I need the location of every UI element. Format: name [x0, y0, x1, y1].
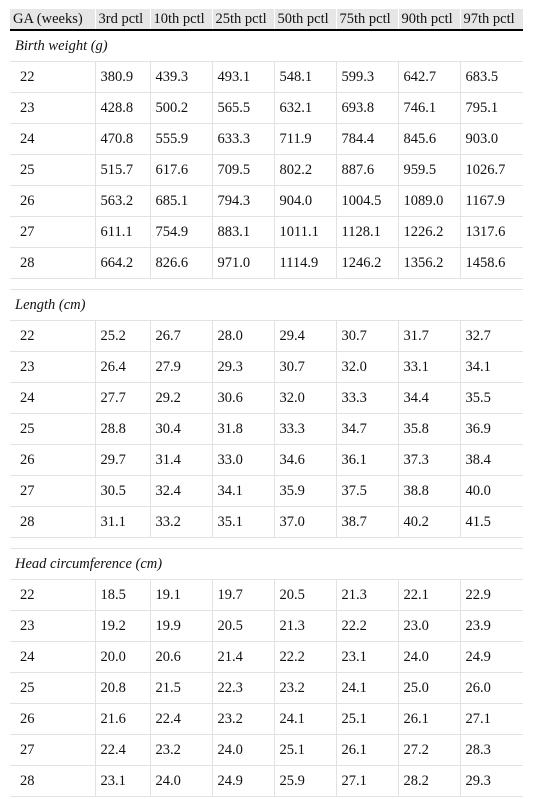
- percentile-cell: 548.1: [274, 62, 336, 93]
- percentile-cell: 599.3: [336, 62, 398, 93]
- percentile-cell: 24.9: [460, 642, 523, 673]
- percentile-cell: 20.8: [95, 673, 150, 704]
- ga-cell: 22: [10, 580, 95, 611]
- percentile-cell: 19.2: [95, 611, 150, 642]
- percentile-cell: 27.9: [150, 352, 212, 383]
- percentile-cell: 887.6: [336, 155, 398, 186]
- percentile-cell: 24.1: [274, 704, 336, 735]
- percentile-cell: 565.5: [212, 93, 274, 124]
- percentile-cell: 24.0: [150, 766, 212, 797]
- percentile-cell: 32.0: [274, 383, 336, 414]
- percentile-cell: 34.1: [460, 352, 523, 383]
- percentile-cell: 20.6: [150, 642, 212, 673]
- percentile-cell: 611.1: [95, 217, 150, 248]
- percentile-cell: 38.7: [336, 507, 398, 538]
- percentile-cell: 25.2: [95, 321, 150, 352]
- percentile-cell: 32.0: [336, 352, 398, 383]
- percentile-cell: 35.8: [398, 414, 460, 445]
- percentile-cell: 26.1: [336, 735, 398, 766]
- section-title: Birth weight (g): [10, 30, 523, 62]
- percentile-cell: 33.3: [274, 414, 336, 445]
- table-row: [10, 414, 523, 445]
- table-body: [10, 30, 523, 797]
- percentile-cell: 439.3: [150, 62, 212, 93]
- percentile-cell: 33.3: [336, 383, 398, 414]
- section-title: Head circumference (cm): [10, 549, 523, 580]
- percentile-cell: 40.2: [398, 507, 460, 538]
- percentile-cell: 25.1: [274, 735, 336, 766]
- percentile-cell: 21.6: [95, 704, 150, 735]
- percentile-cell: 555.9: [150, 124, 212, 155]
- percentile-cell: 34.1: [212, 476, 274, 507]
- ga-cell: 28: [10, 507, 95, 538]
- percentile-cell: 22.2: [274, 642, 336, 673]
- header-75th: 75th pctl: [336, 9, 398, 30]
- percentile-cell: 21.5: [150, 673, 212, 704]
- percentile-cell: 632.1: [274, 93, 336, 124]
- percentile-cell: 34.7: [336, 414, 398, 445]
- percentile-cell: 23.0: [398, 611, 460, 642]
- table-row: [10, 611, 523, 642]
- table-row: [10, 735, 523, 766]
- percentile-cell: 35.9: [274, 476, 336, 507]
- percentile-cell: 25.0: [398, 673, 460, 704]
- percentile-cell: 24.0: [398, 642, 460, 673]
- percentile-cell: 32.7: [460, 321, 523, 352]
- percentile-cell: 428.8: [95, 93, 150, 124]
- percentile-cell: 711.9: [274, 124, 336, 155]
- percentile-cell: 31.7: [398, 321, 460, 352]
- percentile-cell: 23.1: [95, 766, 150, 797]
- table-row: [10, 62, 523, 93]
- percentile-cell: 33.1: [398, 352, 460, 383]
- table-row: [10, 217, 523, 248]
- percentile-cell: 1226.2: [398, 217, 460, 248]
- ga-cell: 25: [10, 155, 95, 186]
- percentile-cell: 1458.6: [460, 248, 523, 279]
- percentile-cell: 36.1: [336, 445, 398, 476]
- spacer-cell: [10, 538, 523, 549]
- percentile-cell: 26.7: [150, 321, 212, 352]
- percentile-cell: 38.8: [398, 476, 460, 507]
- percentile-cell: 19.7: [212, 580, 274, 611]
- percentile-cell: 29.3: [212, 352, 274, 383]
- percentile-cell: 37.3: [398, 445, 460, 476]
- percentile-cell: 23.2: [274, 673, 336, 704]
- percentile-cell: 25.1: [336, 704, 398, 735]
- percentile-cell: 883.1: [212, 217, 274, 248]
- percentile-cell: 27.2: [398, 735, 460, 766]
- percentile-cell: 40.0: [460, 476, 523, 507]
- percentile-cell: 23.2: [150, 735, 212, 766]
- ga-cell: 28: [10, 248, 95, 279]
- percentile-cell: 18.5: [95, 580, 150, 611]
- percentile-cell: 1026.7: [460, 155, 523, 186]
- percentile-cell: 904.0: [274, 186, 336, 217]
- table-row: [10, 352, 523, 383]
- percentile-cell: 802.2: [274, 155, 336, 186]
- header-25th: 25th pctl: [212, 9, 274, 30]
- ga-cell: 27: [10, 735, 95, 766]
- percentile-cell: 754.9: [150, 217, 212, 248]
- section-spacer: [10, 538, 523, 549]
- table-row: [10, 507, 523, 538]
- percentile-cell: 30.4: [150, 414, 212, 445]
- ga-cell: 25: [10, 673, 95, 704]
- ga-cell: 26: [10, 445, 95, 476]
- percentile-cell: 515.7: [95, 155, 150, 186]
- percentile-cell: 20.5: [212, 611, 274, 642]
- percentile-cell: 633.3: [212, 124, 274, 155]
- percentile-cell: 959.5: [398, 155, 460, 186]
- percentile-cell: 845.6: [398, 124, 460, 155]
- percentile-cell: 23.2: [212, 704, 274, 735]
- table-row: [10, 445, 523, 476]
- percentile-cell: 21.3: [274, 611, 336, 642]
- percentile-cell: 19.1: [150, 580, 212, 611]
- spacer-cell: [10, 279, 523, 290]
- percentile-cell: 30.7: [274, 352, 336, 383]
- percentile-cell: 1011.1: [274, 217, 336, 248]
- ga-cell: 26: [10, 186, 95, 217]
- percentile-cell: 794.3: [212, 186, 274, 217]
- table-row: [10, 124, 523, 155]
- percentile-cell: 37.0: [274, 507, 336, 538]
- percentile-cell: 28.2: [398, 766, 460, 797]
- percentile-cell: 26.0: [460, 673, 523, 704]
- table-row: [10, 321, 523, 352]
- section-spacer: [10, 279, 523, 290]
- percentile-table: [10, 9, 523, 797]
- percentile-cell: 34.4: [398, 383, 460, 414]
- percentile-cell: 22.2: [336, 611, 398, 642]
- percentile-cell: 746.1: [398, 93, 460, 124]
- percentile-cell: 20.5: [274, 580, 336, 611]
- percentile-cell: 30.5: [95, 476, 150, 507]
- percentile-cell: 1356.2: [398, 248, 460, 279]
- table-row: [10, 766, 523, 797]
- header-row: [10, 9, 523, 30]
- header-3rd: 3rd pctl: [95, 9, 150, 30]
- percentile-cell: 37.5: [336, 476, 398, 507]
- percentile-cell: 29.2: [150, 383, 212, 414]
- table-header: [10, 9, 523, 30]
- percentile-cell: 24.9: [212, 766, 274, 797]
- ga-cell: 27: [10, 217, 95, 248]
- percentile-cell: 24.0: [212, 735, 274, 766]
- percentile-cell: 26.1: [398, 704, 460, 735]
- percentile-cell: 31.1: [95, 507, 150, 538]
- percentile-cell: 28.0: [212, 321, 274, 352]
- percentile-cell: 30.6: [212, 383, 274, 414]
- percentile-cell: 664.2: [95, 248, 150, 279]
- percentile-cell: 21.3: [336, 580, 398, 611]
- percentile-cell: 795.1: [460, 93, 523, 124]
- percentile-cell: 22.1: [398, 580, 460, 611]
- percentile-cell: 23.1: [336, 642, 398, 673]
- percentile-cell: 693.8: [336, 93, 398, 124]
- table-row: [10, 476, 523, 507]
- percentile-cell: 25.9: [274, 766, 336, 797]
- table-row: [10, 93, 523, 124]
- percentile-cell: 26.4: [95, 352, 150, 383]
- percentile-cell: 826.6: [150, 248, 212, 279]
- percentile-cell: 34.6: [274, 445, 336, 476]
- percentile-cell: 21.4: [212, 642, 274, 673]
- percentile-cell: 28.3: [460, 735, 523, 766]
- percentile-cell: 493.1: [212, 62, 274, 93]
- percentile-cell: 20.0: [95, 642, 150, 673]
- ga-cell: 28: [10, 766, 95, 797]
- percentile-cell: 683.5: [460, 62, 523, 93]
- section-heading-row: [10, 30, 523, 62]
- percentile-cell: 709.5: [212, 155, 274, 186]
- ga-cell: 26: [10, 704, 95, 735]
- ga-cell: 23: [10, 93, 95, 124]
- section-heading-row: [10, 290, 523, 321]
- percentile-cell: 1167.9: [460, 186, 523, 217]
- percentile-cell: 470.8: [95, 124, 150, 155]
- percentile-cell: 27.7: [95, 383, 150, 414]
- percentile-table-container: [10, 9, 523, 797]
- table-row: [10, 186, 523, 217]
- ga-cell: 27: [10, 476, 95, 507]
- percentile-cell: 29.3: [460, 766, 523, 797]
- percentile-cell: 685.1: [150, 186, 212, 217]
- section-heading-row: [10, 549, 523, 580]
- header-90th: 90th pctl: [398, 9, 460, 30]
- percentile-cell: 1128.1: [336, 217, 398, 248]
- ga-cell: 24: [10, 383, 95, 414]
- table-row: [10, 248, 523, 279]
- percentile-cell: 27.1: [460, 704, 523, 735]
- percentile-cell: 23.9: [460, 611, 523, 642]
- percentile-cell: 30.7: [336, 321, 398, 352]
- percentile-cell: 1089.0: [398, 186, 460, 217]
- percentile-cell: 32.4: [150, 476, 212, 507]
- percentile-cell: 903.0: [460, 124, 523, 155]
- percentile-cell: 38.4: [460, 445, 523, 476]
- percentile-cell: 380.9: [95, 62, 150, 93]
- table-row: [10, 642, 523, 673]
- percentile-cell: 1004.5: [336, 186, 398, 217]
- ga-cell: 22: [10, 321, 95, 352]
- header-50th: 50th pctl: [274, 9, 336, 30]
- percentile-cell: 41.5: [460, 507, 523, 538]
- percentile-cell: 784.4: [336, 124, 398, 155]
- percentile-cell: 22.4: [95, 735, 150, 766]
- table-row: [10, 673, 523, 704]
- percentile-cell: 27.1: [336, 766, 398, 797]
- ga-cell: 25: [10, 414, 95, 445]
- ga-cell: 24: [10, 124, 95, 155]
- ga-cell: 23: [10, 611, 95, 642]
- ga-cell: 23: [10, 352, 95, 383]
- table-row: [10, 155, 523, 186]
- percentile-cell: 35.1: [212, 507, 274, 538]
- percentile-cell: 22.3: [212, 673, 274, 704]
- percentile-cell: 28.8: [95, 414, 150, 445]
- percentile-cell: 642.7: [398, 62, 460, 93]
- ga-cell: 24: [10, 642, 95, 673]
- table-row: [10, 580, 523, 611]
- percentile-cell: 500.2: [150, 93, 212, 124]
- percentile-cell: 617.6: [150, 155, 212, 186]
- header-10th: 10th pctl: [150, 9, 212, 30]
- table-row: [10, 383, 523, 414]
- percentile-cell: 1114.9: [274, 248, 336, 279]
- section-title: Length (cm): [10, 290, 523, 321]
- percentile-cell: 31.8: [212, 414, 274, 445]
- percentile-cell: 22.4: [150, 704, 212, 735]
- percentile-cell: 36.9: [460, 414, 523, 445]
- percentile-cell: 24.1: [336, 673, 398, 704]
- percentile-cell: 971.0: [212, 248, 274, 279]
- percentile-cell: 563.2: [95, 186, 150, 217]
- percentile-cell: 1317.6: [460, 217, 523, 248]
- header-ga: GA (weeks): [10, 9, 95, 30]
- percentile-cell: 1246.2: [336, 248, 398, 279]
- percentile-cell: 29.7: [95, 445, 150, 476]
- table-row: [10, 704, 523, 735]
- percentile-cell: 33.2: [150, 507, 212, 538]
- percentile-cell: 29.4: [274, 321, 336, 352]
- percentile-cell: 31.4: [150, 445, 212, 476]
- percentile-cell: 33.0: [212, 445, 274, 476]
- percentile-cell: 35.5: [460, 383, 523, 414]
- ga-cell: 22: [10, 62, 95, 93]
- percentile-cell: 19.9: [150, 611, 212, 642]
- percentile-cell: 22.9: [460, 580, 523, 611]
- header-97th: 97th pctl: [460, 9, 523, 30]
